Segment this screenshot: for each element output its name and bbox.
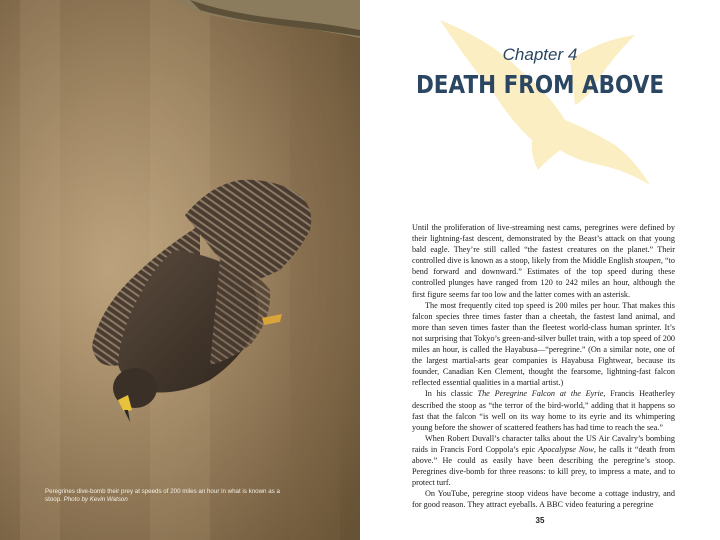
text-run: Until the proliferation of live-streaming nest cams, peregrines were defined by their lightning-fast descent, demonstrated by the Beast’s attack on that young bald eagle. They’re still called “the fastest creatures on the planet.” Their controlled dive is known as a stoop, likely from the Middle English xyxy=(412,223,675,266)
text-run: , “to bend forward and downward.” Estimates of the top speed during these controlled plunges have ranged from 120 to 242 miles an hour, although the first figure seems far too low and the latter comes with an asterisk. xyxy=(412,256,675,299)
body-paragraph xyxy=(412,488,675,510)
italic-text: The Peregrine Falcon at the Eyrie xyxy=(477,389,604,399)
text-run: In his classic xyxy=(425,389,478,399)
body-paragraph xyxy=(412,433,675,488)
chapter-title: DEATH FROM ABOVE xyxy=(415,70,665,99)
falcon-silhouette-watermark xyxy=(360,0,720,200)
text-run: On YouTube, peregrine stoop videos have become a cottage industry, and for good reason. They attract eyeballs. A BBC video featuring a peregrine xyxy=(412,489,675,510)
body-text xyxy=(412,222,675,510)
page-number: 35 xyxy=(535,516,545,525)
text-run: , Francis Heatherley described the stoop as “the terror of the bird-world,” adding that it happens so fast that the falcon “is well on its way home to its eyrie and its whimpering young before the shower of scattered feathers has had time to reach the sea.” xyxy=(412,389,675,432)
chapter-label: Chapter 4 xyxy=(502,45,578,64)
caption-credit: Photo by Kevin Watson xyxy=(63,496,128,503)
italic-text: Apocalypse Now xyxy=(538,444,594,454)
body-paragraph xyxy=(412,300,675,389)
text-run: The most frequently cited top speed is 200 miles per hour. That makes this falcon species three times faster than a cheetah, the fastest land animal, and more than seven times faster than the fleetest world-class human sprinter. It’s not surprising that Tokyo’s green-and-silver bullet train, with a top speed of 200 miles an hour, is called the Hayabusa—“peregrine.” (On a similar note, one of the largest martial-arts gear companies is Hayabusa Fightwear, because its founder, Canadian Ken Clement, thought the fearsome, lightning-fast falcon reflected essential qualities in a martial artist.) xyxy=(412,300,675,388)
body-paragraph xyxy=(412,388,675,432)
body-paragraph xyxy=(412,222,675,300)
text-run: , he calls it “death from above.” He could as easily have been describing the peregrine’s stoop. Peregrines dive-bomb for three reasons: to kill prey, to impress a mate, and to protect turf. xyxy=(412,444,676,488)
photo-caption xyxy=(45,488,285,504)
text-page xyxy=(360,0,720,540)
text-run: When Robert Duvall’s character talks about the US Air Cavalry’s bombing raids in Francis Ford Coppola’s epic xyxy=(412,433,675,454)
italic-text: stoupen xyxy=(635,256,661,266)
caption-text: Peregrines dive-bomb their prey at speeds of 200 miles an hour in what is known as a stoop. xyxy=(45,488,280,503)
